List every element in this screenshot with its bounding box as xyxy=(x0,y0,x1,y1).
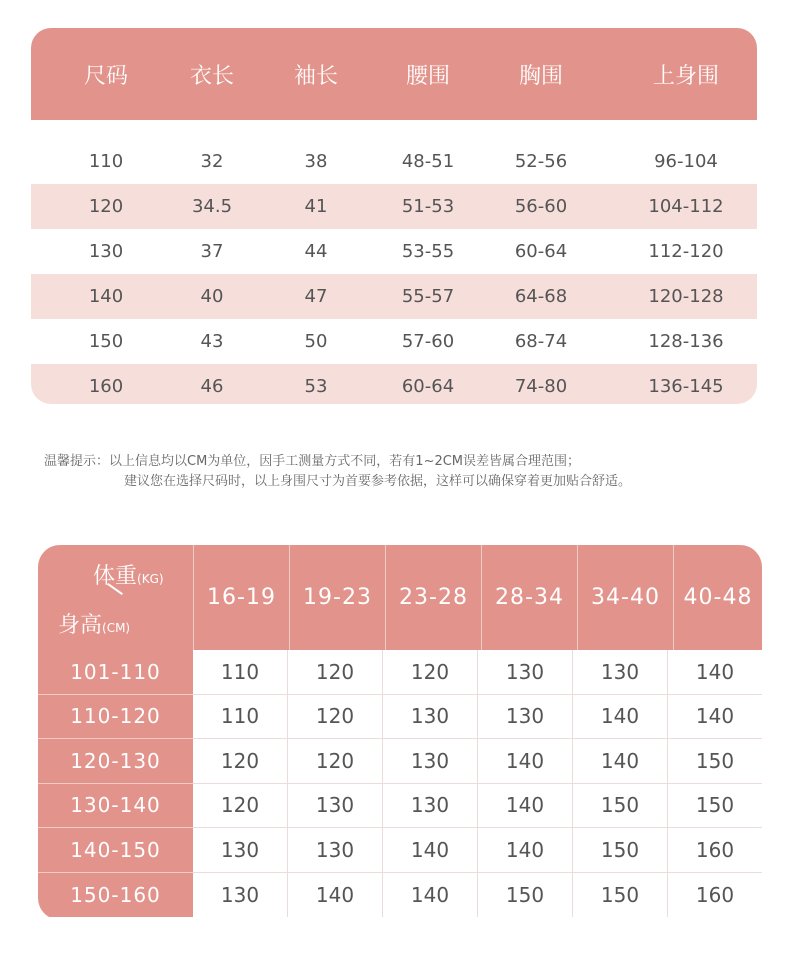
size-cell: 140 xyxy=(478,828,573,873)
table-row xyxy=(38,650,762,695)
height-label: 身高(CM) xyxy=(58,613,131,638)
weight-range-header: 19-23 xyxy=(290,545,386,650)
table-cell: 68-74 xyxy=(514,331,568,352)
size-cell: 140 xyxy=(478,784,573,829)
table-row xyxy=(31,184,757,229)
table-cell: 37 xyxy=(200,241,224,262)
table-cell: 55-57 xyxy=(401,286,455,307)
table-cell: 40 xyxy=(200,286,224,307)
size-cell: 150 xyxy=(668,739,762,784)
weight-range-header: 34-40 xyxy=(578,545,674,650)
size-cell: 130 xyxy=(288,828,383,873)
size-cell: 120 xyxy=(383,650,478,695)
table-cell: 112-120 xyxy=(648,241,724,262)
table-cell: 50 xyxy=(304,331,328,352)
size-cell: 110 xyxy=(193,650,288,695)
table-row xyxy=(31,229,757,274)
table-cell: 46 xyxy=(200,376,224,397)
table-cell: 32 xyxy=(200,151,224,172)
table-cell: 34.5 xyxy=(191,196,233,217)
size-cell: 150 xyxy=(573,828,668,873)
size-cell: 140 xyxy=(573,695,668,740)
size-cell: 130 xyxy=(383,695,478,740)
height-range-cell: 110-120 xyxy=(38,695,193,740)
size-cell: 140 xyxy=(383,873,478,918)
height-range-cell: 120-130 xyxy=(38,739,193,784)
table-row xyxy=(38,873,762,918)
size-cell: 130 xyxy=(478,695,573,740)
size-cell: 130 xyxy=(573,650,668,695)
size-cell: 140 xyxy=(573,739,668,784)
note-line-2: 建议您在选择尺码时，以上身围尺寸为首要参考依据，这样可以确保穿着更加贴合舒适。 xyxy=(124,474,632,489)
table-cell: 128-136 xyxy=(648,331,724,352)
size-cell: 150 xyxy=(573,873,668,918)
table-cell: 43 xyxy=(200,331,224,352)
header-upper-body: 上身围 xyxy=(652,63,719,89)
table-cell: 47 xyxy=(304,286,328,307)
table-cell: 64-68 xyxy=(514,286,568,307)
weight-range-header: 16-19 xyxy=(194,545,290,650)
size-chart-body xyxy=(31,120,757,404)
size-cell: 150 xyxy=(478,873,573,918)
size-cell: 120 xyxy=(288,739,383,784)
size-cell: 130 xyxy=(478,650,573,695)
corner-header xyxy=(38,545,194,650)
table-row xyxy=(31,364,757,404)
header-size: 尺码 xyxy=(83,63,128,89)
table-row xyxy=(31,274,757,319)
table-cell: 74-80 xyxy=(514,376,568,397)
table-cell: 160 xyxy=(88,376,124,397)
height-range-cell: 101-110 xyxy=(38,650,193,695)
size-cell: 140 xyxy=(288,873,383,918)
size-cell: 120 xyxy=(288,650,383,695)
table-cell: 120 xyxy=(88,196,124,217)
table-cell: 150 xyxy=(88,331,124,352)
table-cell: 41 xyxy=(304,196,328,217)
size-cell: 130 xyxy=(193,873,288,918)
size-cell: 140 xyxy=(478,739,573,784)
table-row xyxy=(38,695,762,740)
size-cell: 120 xyxy=(288,695,383,740)
table-cell: 56-60 xyxy=(514,196,568,217)
height-range-cell: 150-160 xyxy=(38,873,193,918)
table-cell: 130 xyxy=(88,241,124,262)
table-cell: 53-55 xyxy=(401,241,455,262)
size-chart-header xyxy=(31,28,757,120)
table-cell: 53 xyxy=(304,376,328,397)
size-cell: 140 xyxy=(668,695,762,740)
size-cell: 120 xyxy=(193,784,288,829)
header-waist: 腰围 xyxy=(405,63,450,89)
weight-height-table xyxy=(38,545,762,920)
size-cell: 110 xyxy=(193,695,288,740)
size-cell: 130 xyxy=(288,784,383,829)
table-row xyxy=(31,139,757,184)
header-chest: 胸围 xyxy=(518,63,563,89)
height-range-cell: 130-140 xyxy=(38,784,193,829)
table-cell: 136-145 xyxy=(648,376,724,397)
weight-height-header xyxy=(38,545,762,650)
table-cell: 44 xyxy=(304,241,328,262)
table-cell: 140 xyxy=(88,286,124,307)
weight-range-header: 23-28 xyxy=(386,545,482,650)
table-cell: 120-128 xyxy=(648,286,724,307)
table-row xyxy=(38,784,762,829)
size-cell: 130 xyxy=(193,828,288,873)
weight-range-header: 28-34 xyxy=(482,545,578,650)
table-cell: 57-60 xyxy=(401,331,455,352)
table-cell: 48-51 xyxy=(401,151,455,172)
table-cell: 60-64 xyxy=(514,241,568,262)
table-cell: 96-104 xyxy=(654,151,718,172)
size-cell: 120 xyxy=(193,739,288,784)
size-cell: 150 xyxy=(573,784,668,829)
table-cell: 51-53 xyxy=(401,196,455,217)
header-length: 衣长 xyxy=(189,63,234,89)
table-cell: 38 xyxy=(304,151,328,172)
table-row xyxy=(38,739,762,784)
weight-range-header: 40-48 xyxy=(683,585,753,610)
size-cell: 140 xyxy=(668,650,762,695)
table-cell: 60-64 xyxy=(401,376,455,397)
table-row xyxy=(38,828,762,873)
size-cell: 130 xyxy=(383,739,478,784)
header-sleeve: 袖长 xyxy=(293,63,338,89)
measurement-note xyxy=(44,452,631,492)
size-cell: 150 xyxy=(668,784,762,829)
size-cell: 130 xyxy=(383,784,478,829)
size-cell: 140 xyxy=(383,828,478,873)
size-chart-table xyxy=(31,28,757,404)
note-line-1: 温馨提示：以上信息均以CM为单位，因手工测量方式不同，若有1~2CM误差皆属合理范围； xyxy=(44,454,581,469)
table-cell: 52-56 xyxy=(514,151,568,172)
weight-label: 体重(KG) xyxy=(93,564,164,589)
table-cell: 110 xyxy=(88,151,124,172)
size-cell: 160 xyxy=(668,828,762,873)
table-row xyxy=(31,319,757,364)
size-cell: 160 xyxy=(695,882,735,907)
height-range-cell: 140-150 xyxy=(38,828,193,873)
table-cell: 104-112 xyxy=(648,196,724,217)
